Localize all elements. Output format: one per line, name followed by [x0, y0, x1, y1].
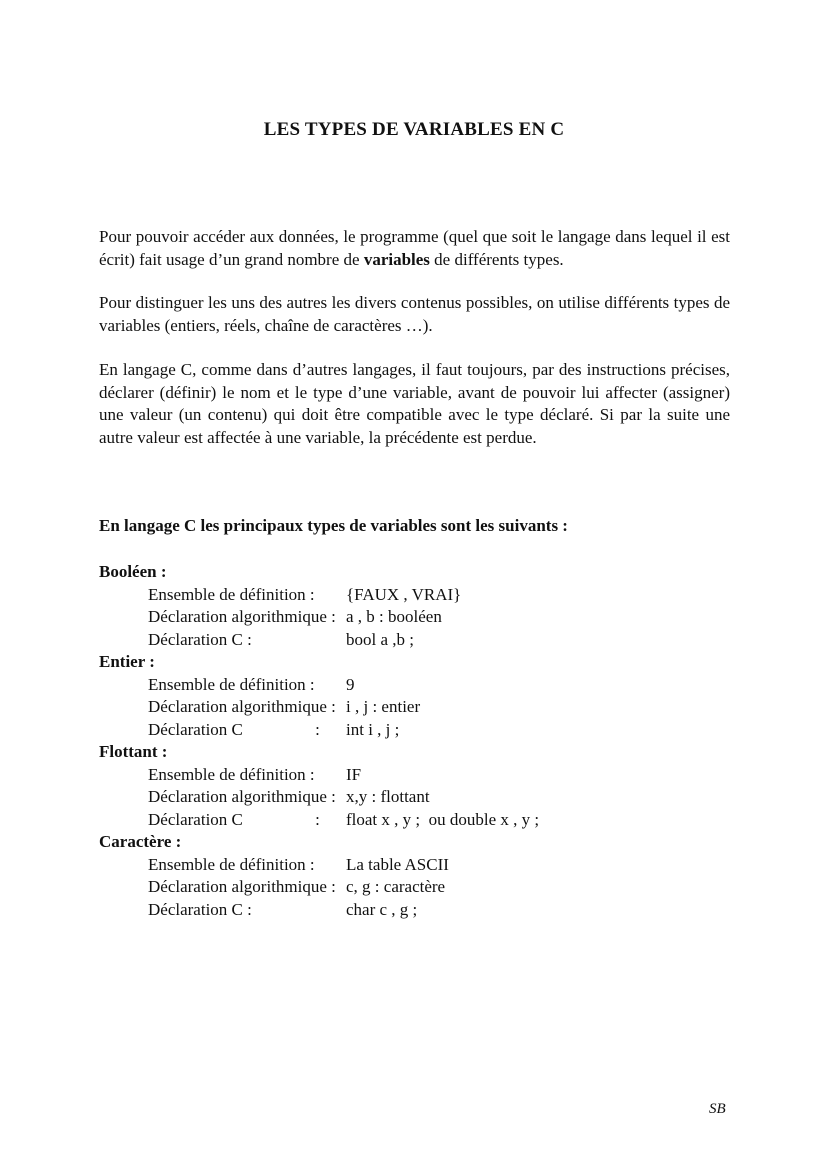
row-value: 9 — [346, 674, 355, 694]
type-block-flottant — [99, 741, 539, 831]
page-title: LES TYPES DE VARIABLES EN C — [263, 119, 565, 140]
row-value: int i , j ; — [346, 719, 400, 739]
row-label: Déclaration algorithmique : — [148, 697, 336, 716]
types-list — [99, 561, 539, 921]
row-value: a , b : booléen — [346, 607, 442, 626]
type-row — [99, 584, 539, 607]
type-row — [99, 719, 539, 742]
row-label: Déclaration C : — [148, 809, 320, 829]
row-value: La table ASCII — [346, 854, 449, 874]
type-row — [99, 786, 539, 809]
row-value: bool a ,b ; — [346, 629, 414, 649]
intro-text-start: Pour pouvoir accéder aux données, le programme (quel que soit le langage dans lequel il est écrit) fait usage d’un grand nombre de — [99, 227, 730, 269]
types-paragraph: Pour distinguer les uns des autres les divers contenus possibles, on utilise différents types de variables (entiers, réels, chaîne de caractères …). — [99, 293, 730, 335]
type-row — [99, 854, 539, 877]
type-row — [99, 674, 539, 697]
type-block-caractere — [99, 831, 539, 921]
row-value: i , j : entier — [346, 697, 421, 716]
type-row — [99, 629, 539, 652]
type-row — [99, 809, 539, 832]
row-value: {FAUX , VRAI} — [346, 584, 462, 604]
type-name: Flottant : — [99, 742, 168, 761]
intro-paragraph — [99, 226, 730, 271]
row-value: float x , y ; ou double x , y ; — [346, 809, 540, 829]
row-value: char c , g ; — [346, 899, 418, 919]
type-row — [99, 696, 539, 719]
type-row — [99, 764, 539, 787]
type-block-entier — [99, 651, 539, 741]
section-heading: En langage C les principaux types de variables sont les suivants : — [99, 516, 568, 535]
row-label: Ensemble de définition : — [148, 674, 315, 694]
row-label: Déclaration algorithmique : — [148, 787, 336, 806]
row-value: c, g : caractère — [346, 877, 446, 896]
row-value: IF — [346, 764, 362, 784]
row-label: Ensemble de définition : — [148, 764, 315, 784]
type-name: Entier : — [99, 652, 155, 671]
row-label: Déclaration algorithmique : — [148, 607, 336, 626]
row-label: Déclaration C : — [148, 719, 320, 739]
type-name: Caractère : — [99, 832, 182, 851]
row-label: Ensemble de définition : — [148, 584, 315, 604]
row-label: Déclaration algorithmique : — [148, 877, 336, 896]
type-row — [99, 606, 539, 629]
row-label: Ensemble de définition : — [148, 854, 315, 874]
type-row — [99, 876, 539, 899]
intro-bold-variables: variables — [363, 249, 430, 269]
type-row — [99, 899, 539, 922]
row-label: Déclaration C : — [148, 629, 252, 649]
intro-text-end: de différents types. — [429, 249, 564, 269]
type-name: Booléen : — [99, 562, 167, 581]
type-block-booleen — [99, 561, 539, 651]
row-label: Déclaration C : — [148, 899, 252, 919]
row-value: x,y : flottant — [346, 787, 430, 806]
declaration-paragraph: En langage C, comme dans d’autres langages, il faut toujours, par des instructions précises, déclarer (définir) le nom et le type d’une variable, avant de pouvoir lui affecter (assigner) une valeur (un contenu) qui doit être compatible avec le type déclaré. Si par la suite une autre valeur est affectée à une variable, la précédente est perdue. — [99, 360, 730, 447]
author-initials: SB — [709, 1101, 726, 1117]
